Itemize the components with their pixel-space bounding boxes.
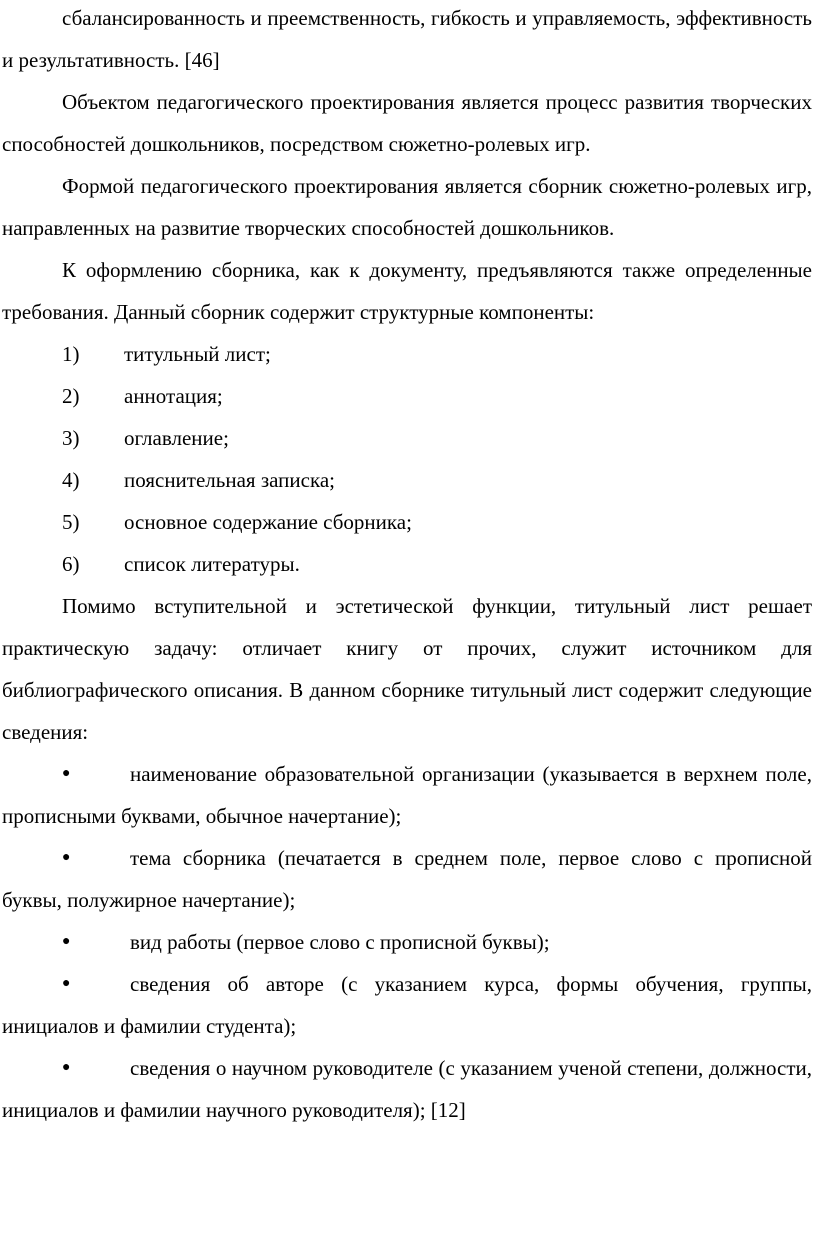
list-number: 6) bbox=[62, 552, 80, 576]
bullet-item bbox=[2, 753, 812, 837]
list-number: 3) bbox=[62, 426, 80, 450]
numbered-list bbox=[2, 333, 812, 585]
list-text: оглавление; bbox=[124, 426, 229, 450]
bullet-icon: ● bbox=[62, 1060, 71, 1075]
paragraph-requirements: К оформлению сборника, как к документу, предъявляются также определенные требования. Данный сборник содержит структурные компоненты: bbox=[2, 258, 812, 324]
bullet-item bbox=[2, 837, 812, 921]
bullet-item bbox=[2, 963, 812, 1047]
list-text: титульный лист; bbox=[124, 342, 271, 366]
bullet-icon: ● bbox=[62, 934, 71, 949]
list-item bbox=[2, 417, 812, 459]
list-text: список литературы. bbox=[124, 552, 300, 576]
paragraph-object: Объектом педагогического проектирования является процесс развития творческих способностей дошкольников, посредством сюжетно-ролевых игр. bbox=[2, 90, 812, 156]
list-item bbox=[2, 501, 812, 543]
bullet-text: тема сборника (печатается в среднем поле, первое слово с прописной буквы, полужирное начертание); bbox=[2, 846, 812, 912]
bullet-item bbox=[2, 1047, 812, 1131]
list-item bbox=[2, 543, 812, 585]
list-text: пояснительная записка; bbox=[124, 468, 335, 492]
list-text: основное содержание сборника; bbox=[124, 510, 412, 534]
paragraph-title-page: Помимо вступительной и эстетической функции, титульный лист решает практическую задачу: отличает книгу от прочих, служит источником для библиографического описания. В данном сборнике титульный лист содержит следующие сведения: bbox=[2, 594, 812, 744]
bullet-icon: ● bbox=[62, 766, 71, 781]
list-item bbox=[2, 459, 812, 501]
list-number: 2) bbox=[62, 384, 80, 408]
paragraph-continuation: сбалансированность и преемственность, гибкость и управляемость, эффективность и результативность. [46] bbox=[2, 6, 812, 72]
list-item bbox=[2, 333, 812, 375]
bullet-text: наименование образовательной организации (указывается в верхнем поле, прописными буквами, обычное начертание); bbox=[2, 762, 812, 828]
list-number: 5) bbox=[62, 510, 80, 534]
bullet-item bbox=[2, 921, 812, 963]
bullet-icon: ● bbox=[62, 850, 71, 865]
bullet-text: сведения о научном руководителе (с указанием ученой степени, должности, инициалов и фамилии научного руководителя); [12] bbox=[2, 1056, 812, 1122]
list-text: аннотация; bbox=[124, 384, 223, 408]
bullet-icon: ● bbox=[62, 976, 71, 991]
bullet-text: сведения об авторе (с указанием курса, формы обучения, группы, инициалов и фамилии студента); bbox=[2, 972, 812, 1038]
list-item bbox=[2, 375, 812, 417]
list-number: 4) bbox=[62, 468, 80, 492]
bullet-text: вид работы (первое слово с прописной буквы); bbox=[130, 930, 550, 954]
paragraph-form: Формой педагогического проектирования является сборник сюжетно-ролевых игр, направленных на развитие творческих способностей дошкольников. bbox=[2, 174, 812, 240]
bullet-list bbox=[2, 753, 812, 1131]
list-number: 1) bbox=[62, 342, 80, 366]
